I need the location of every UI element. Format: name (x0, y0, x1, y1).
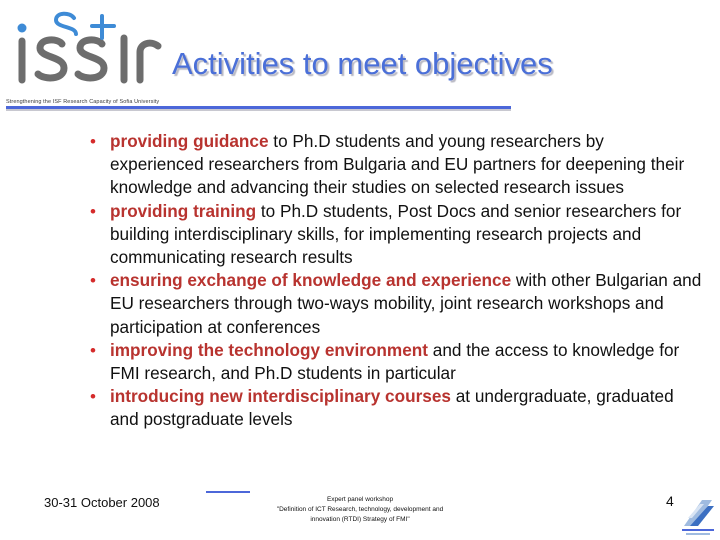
footer-rule (206, 491, 250, 493)
slide-title: Activities to meet objectives (172, 46, 553, 81)
footer-date: 30-31 October 2008 (44, 495, 160, 510)
bullet-highlight: providing guidance (110, 131, 269, 151)
bullet-highlight: introducing new interdisciplinary courses (110, 386, 451, 407)
bullet-text: and the access to knowledge for FMI research, and Ph.D students in particular (110, 339, 680, 384)
bullet-text: with other Bulgarian and EU researchers through two-ways mobility, joint research workshops and participation at conferences (110, 270, 702, 337)
bullet-dot-icon: • (90, 340, 96, 360)
footer-note-line: Expert panel workshop (326, 496, 394, 503)
header-rule-shadow (6, 109, 511, 111)
page-number: 4 (666, 493, 674, 509)
bullet-item (90, 385, 702, 431)
bullet-dot-icon: • (90, 201, 96, 221)
bullet-dot-icon: • (90, 387, 96, 407)
bullet-item (90, 200, 702, 270)
project-tagline: Strengthening the ISF Research Capacity of Sofia University (6, 99, 160, 105)
bullet-highlight: providing training (110, 200, 257, 221)
bullet-item (90, 269, 702, 339)
bullet-item (90, 130, 702, 200)
bullet-highlight: ensuring exchange of knowledge and experience (110, 270, 512, 291)
issfr-logo (6, 8, 166, 100)
footer-note-line: innovation (RTDI) Strategy of FMI" (310, 516, 410, 523)
bullet-text: at undergraduate, graduated and postgraduate levels (110, 386, 674, 430)
footer-note-line: "Definition of ICT Research, technology, development and (276, 506, 444, 513)
bullet-list (90, 130, 702, 432)
bullet-text: to Ph.D students and young researchers by experienced researchers from Bulgaria and EU partners for deepening their knowledge and advancing their studies on selected research issues (110, 131, 685, 198)
footer-note (240, 495, 480, 525)
bullet-text: to Ph.D students, Post Docs and senior researchers for building interdisciplinary skills, for implementing research projects and communicating research results (110, 200, 682, 268)
bullet-dot-icon: • (90, 132, 96, 151)
bullet-dot-icon: • (90, 271, 96, 291)
fp7-logo (680, 496, 716, 538)
bullet-item (90, 339, 702, 385)
bullet-highlight: improving the technology environment (110, 339, 428, 360)
